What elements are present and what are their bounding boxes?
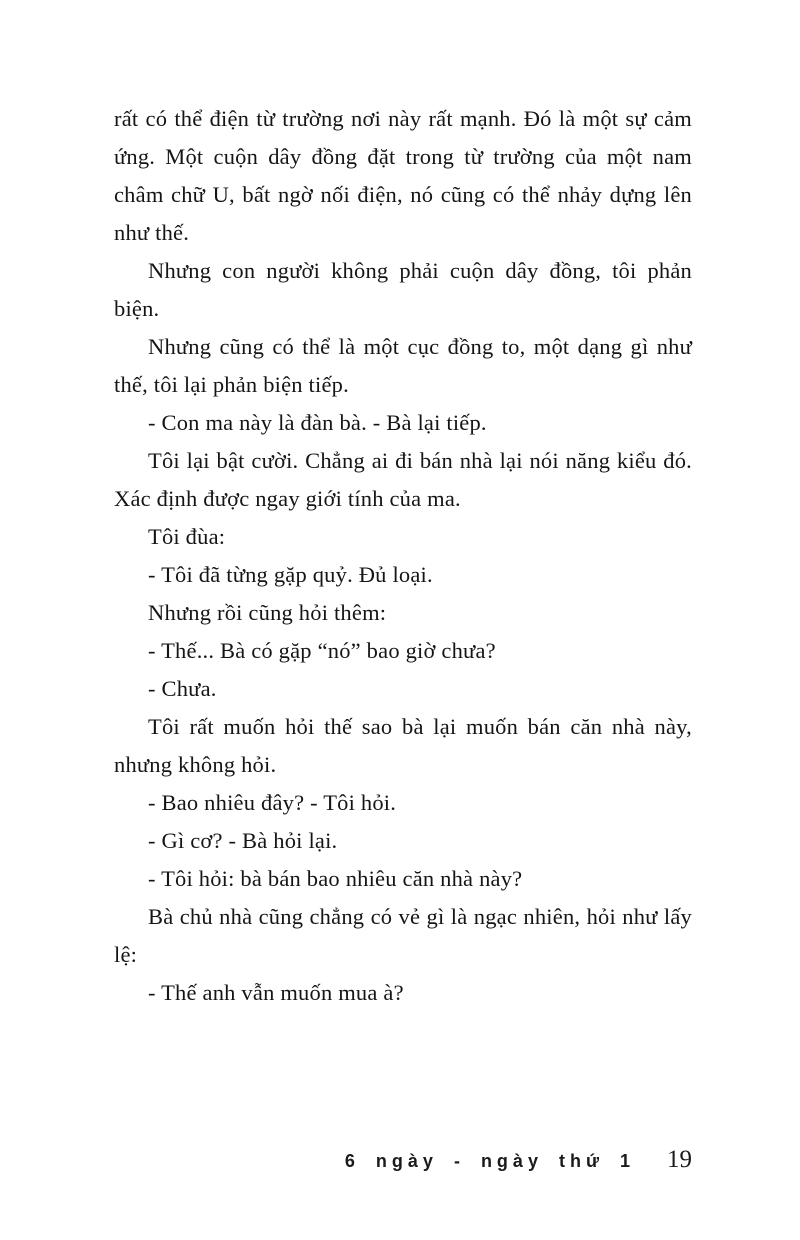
- paragraph: - Con ma này là đàn bà. - Bà lại tiếp.: [148, 410, 487, 435]
- paragraph: - Tôi hỏi: bà bán bao nhiêu căn nhà này?: [148, 866, 523, 891]
- paragraph: Nhưng cũng có thể là một cục đồng to, một dạng gì như thế, tôi lại phản biện tiếp.: [114, 334, 692, 397]
- paragraph: - Thế anh vẫn muốn mua à?: [148, 980, 404, 1005]
- page-number: 19: [667, 1146, 692, 1173]
- text-block: [114, 100, 692, 1012]
- page-footer: [114, 1146, 692, 1174]
- paragraph: - Bao nhiêu đây? - Tôi hỏi.: [148, 790, 397, 815]
- paragraph: Tôi rất muốn hỏi thế sao bà lại muốn bán căn nhà này, nhưng không hỏi.: [114, 714, 692, 777]
- paragraph: Nhưng rồi cũng hỏi thêm:: [148, 600, 387, 625]
- paragraph: - Chưa.: [148, 676, 217, 701]
- paragraph: rất có thể điện từ trường nơi này rất mạnh. Đó là một sự cảm ứng. Một cuộn dây đồng đặt trong từ trường của một nam châm chữ U, bất ngờ nối điện, nó cũng có thể nhảy dựng lên như thế.: [114, 106, 692, 245]
- paragraph: Tôi lại bật cười. Chẳng ai đi bán nhà lại nói năng kiểu đó. Xác định được ngay giới tính của ma.: [114, 448, 692, 511]
- paragraph: Tôi đùa:: [148, 524, 226, 549]
- paragraph: - Thế... Bà có gặp “nó” bao giờ chưa?: [148, 638, 496, 663]
- paragraph: - Gì cơ? - Bà hỏi lại.: [148, 828, 338, 853]
- running-title: 6 ngày - ngày thứ 1: [344, 1151, 635, 1171]
- paragraph: - Tôi đã từng gặp quỷ. Đủ loại.: [148, 562, 433, 587]
- paragraph: Nhưng con người không phải cuộn dây đồng, tôi phản biện.: [114, 258, 692, 321]
- paragraph: Bà chủ nhà cũng chẳng có vẻ gì là ngạc nhiên, hỏi như lấy lệ:: [114, 904, 692, 967]
